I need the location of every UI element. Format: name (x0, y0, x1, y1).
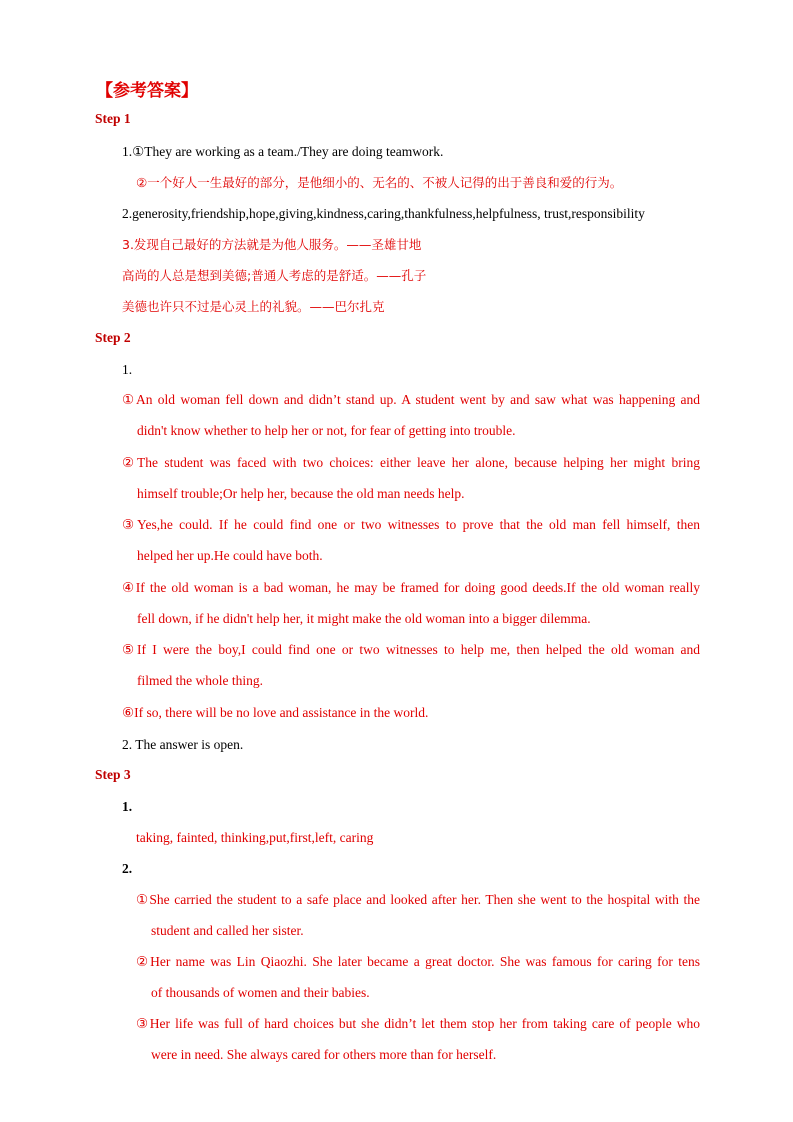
step3-answer-1 (136, 884, 700, 946)
step1-item1-line2: ②一个好人一生最好的部分，是他细小的、无名的、不被人记得的出于善良和爱的行为。 (136, 175, 623, 190)
step1-heading: Step 1 (95, 111, 131, 126)
answer-line-second: helped her up.He could have both. (137, 548, 323, 563)
step2-answer-6: ⑥If so, there will be no love and assistance in the world. (122, 705, 429, 720)
answer-line-second: filmed the whole thing. (137, 673, 263, 688)
step1-item3-line1: 3.发现自己最好的方法就是为他人服务。——圣雄甘地 (122, 237, 422, 252)
answer-line-second: fell down, if he didn't help her, it might make the old woman into a bigger dilemma. (137, 611, 591, 626)
step2-num2: 2. The answer is open. (122, 737, 244, 752)
step1-item1-line1: 1.①They are working as a team./They are doing teamwork. (122, 144, 444, 159)
step2-answer-5 (122, 634, 700, 696)
step1-item2: 2.generosity,friendship,hope,giving,kindness,caring,thankfulness,helpfulness, trust,responsibility (122, 206, 645, 221)
step2-answer-2 (122, 447, 700, 509)
answer-line-first: ④If the old woman is a bad woman, he may be framed for doing good deeds.If the old woman really (122, 580, 700, 595)
answer-line-first: ③Her life was full of hard choices but she didn’t let them stop her from taking care of people who (136, 1016, 700, 1031)
step1-item3-line2: 高尚的人总是想到美德;普通人考虑的是舒适。——孔子 (122, 268, 427, 283)
answer-line-second: didn't know whether to help her or not, for fear of getting into trouble. (137, 423, 516, 438)
answer-line-first: ①An old woman fell down and didn’t stand up. A student went by and saw what was happening and (122, 392, 700, 407)
step3-words: taking, fainted, thinking,put,first,left, caring (136, 830, 374, 845)
answer-line-second: of thousands of women and their babies. (151, 985, 370, 1000)
step2-heading: Step 2 (95, 330, 131, 345)
step2-answer-4 (122, 572, 700, 634)
answer-line-second: student and called her sister. (151, 923, 304, 938)
step2-num1: 1. (122, 362, 133, 377)
answer-line-second: were in need. She always cared for others more than for herself. (151, 1047, 497, 1062)
step3-num2: 2. (122, 861, 133, 876)
answer-line-first: ②Her name was Lin Qiaozhi. She later became a great doctor. She was famous for caring for tens (136, 954, 700, 969)
answer-line-first: ③Yes,he could. If he could find one or two witnesses to prove that the old man fell himself, then (122, 517, 700, 532)
answer-line-first: ⑤If I were the boy,I could find one or two witnesses to help me, then helped the old woman and (122, 642, 700, 657)
step3-heading: Step 3 (95, 767, 131, 782)
step3-answer-2 (136, 946, 700, 1008)
step3-answer-3 (136, 1008, 700, 1070)
step2-answer-3 (122, 509, 700, 571)
step1-item3-line3: 美德也许只不过是心灵上的礼貌。——巴尔扎克 (122, 299, 385, 314)
step3-num1: 1. (122, 799, 133, 814)
answer-line-first: ②The student was faced with two choices: either leave her alone, because helping her might bring (122, 455, 700, 470)
page-title: 【参考答案】 (96, 81, 198, 101)
step2-answer-1 (122, 384, 700, 446)
answer-line-first: ①She carried the student to a safe place and looked after her. Then she went to the hospital with the (136, 892, 700, 907)
answer-line-second: himself trouble;Or help her, because the old man needs help. (137, 486, 465, 501)
